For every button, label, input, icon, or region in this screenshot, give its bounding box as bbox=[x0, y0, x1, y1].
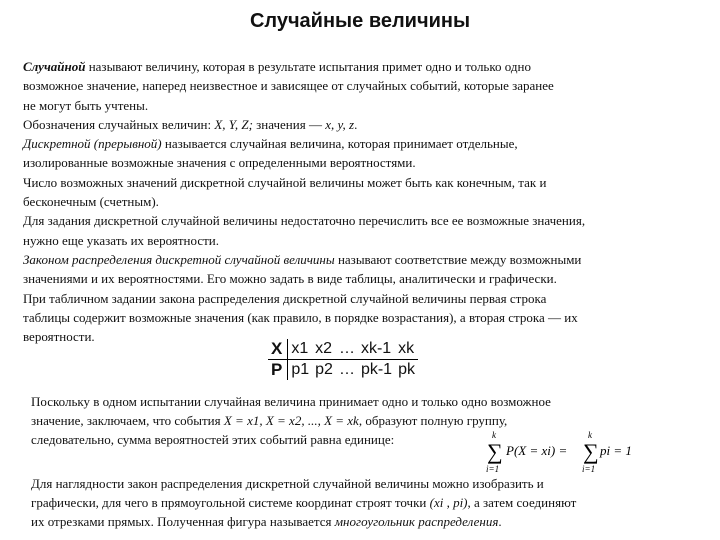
cell-text: x2 bbox=[315, 340, 333, 357]
discrete-line: изолированные возможные значения с определенными вероятностями. bbox=[23, 155, 416, 171]
term-polygon: многоугольник распределения bbox=[334, 514, 499, 529]
task-line: Для задания дискретной случайной величины недостаточно перечислить все ее возможные значения, bbox=[23, 213, 586, 229]
cell-text: x1 bbox=[291, 340, 309, 357]
notation-end: . bbox=[354, 116, 358, 132]
cell-text: … bbox=[338, 340, 355, 357]
discrete-line bbox=[23, 134, 715, 153]
definition-line: не могут быть учтены. bbox=[23, 97, 149, 113]
discrete-text: называется случайная величина, которая принимает отдельные, bbox=[161, 136, 518, 152]
definitions-block bbox=[23, 57, 715, 346]
visual-text: . bbox=[498, 514, 502, 529]
formula-rhs: pi = 1 bbox=[600, 443, 632, 458]
distribution-table bbox=[268, 339, 418, 380]
tabular-line: вероятности. bbox=[23, 329, 95, 345]
sum-lower-right: i=1 bbox=[582, 464, 596, 474]
visual-line bbox=[31, 512, 715, 531]
definition-line bbox=[23, 57, 715, 76]
law-line: значениями и их вероятностями. Его можно задать в виде таблицы, аналитически и графически. bbox=[23, 271, 557, 287]
cell-text: pk-1 bbox=[360, 361, 393, 378]
sum-lower-left: i=1 bbox=[486, 464, 500, 474]
visual-text: графически, для чего в прямоугольной системе координат строят точки bbox=[31, 495, 430, 510]
events-list: X = x1, X = x2, ..., X = xk bbox=[223, 413, 359, 428]
sigma-right: ∑ bbox=[583, 439, 599, 464]
count-line: бесконечным (счетным). bbox=[23, 194, 159, 210]
notation-mid: значения — bbox=[252, 116, 326, 132]
definition-line: возможное значение, наперед неизвестное и зависящее от случайных событий, которые заранее bbox=[23, 78, 554, 94]
table-cell bbox=[312, 360, 336, 381]
table-cell bbox=[312, 339, 336, 360]
cell-text: xk-1 bbox=[360, 340, 392, 357]
law-text: называют соответствие между возможными bbox=[334, 251, 582, 267]
formula-lhs: P(X = xi) = bbox=[506, 443, 568, 458]
table-cell bbox=[336, 339, 358, 360]
sum-formula bbox=[484, 428, 632, 474]
visual-line bbox=[31, 493, 715, 512]
notation-values: x, y, z bbox=[325, 116, 355, 132]
since-text: значение, заключаем, что события bbox=[31, 413, 224, 428]
sigma-left: ∑ bbox=[487, 439, 503, 464]
row-header-x: X bbox=[268, 339, 288, 360]
task-line: нужно еще указать их вероятности. bbox=[23, 232, 219, 248]
table-row bbox=[268, 360, 418, 381]
visual-text: их отрезками прямых. Полученная фигура называется bbox=[31, 514, 335, 529]
definition-text: называют величину, которая в результате испытания примет одно и только одно bbox=[85, 59, 531, 74]
table-cell bbox=[336, 360, 358, 381]
notation-prefix: Обозначения случайных величин: bbox=[23, 116, 215, 132]
table-cell bbox=[395, 360, 418, 381]
cell-text: … bbox=[338, 361, 355, 378]
table-cell bbox=[358, 339, 395, 360]
since-line: следовательно, сумма вероятностей этих событий равна единице: bbox=[31, 432, 395, 447]
point-notation: (xi , pi) bbox=[429, 495, 468, 510]
sum-upper-left: k bbox=[492, 430, 496, 440]
since-text: , образуют полную группу, bbox=[358, 413, 508, 428]
tabular-line: таблицы содержит возможные значения (как правило, в порядке возрастания), а вторая строка — их bbox=[23, 309, 578, 325]
tabular-line: При табличном задании закона распределения дискретной случайной величины первая строка bbox=[23, 290, 547, 306]
notation-letters: X, Y, Z; bbox=[214, 116, 253, 132]
row-header-p: P bbox=[271, 360, 283, 379]
cell-text: xk bbox=[398, 340, 415, 357]
table-cell bbox=[358, 360, 395, 381]
notation-line bbox=[23, 115, 715, 134]
term-discrete: Дискретной (прерывной) bbox=[23, 136, 162, 152]
term-random: Случайной bbox=[23, 59, 86, 74]
visual-block bbox=[31, 474, 715, 531]
sum-upper-right: k bbox=[588, 430, 592, 440]
visual-line: Для наглядности закон распределения дискретной случайной величины можно изобразить и bbox=[31, 476, 544, 491]
since-line: Поскольку в одном испытании случайная величина принимает одно и только одно возможное bbox=[31, 394, 551, 409]
page-title: Случайные величины bbox=[249, 10, 471, 32]
term-law: Законом распределения дискретной случайной величины bbox=[23, 251, 335, 267]
cell-text: p1 bbox=[291, 361, 310, 378]
visual-text: , а затем соединяют bbox=[467, 495, 577, 510]
table-cell bbox=[288, 360, 312, 381]
cell-text: p2 bbox=[315, 361, 333, 378]
table-cell bbox=[395, 339, 418, 360]
law-line bbox=[23, 250, 715, 269]
cell-text: pk bbox=[398, 361, 415, 378]
table-cell bbox=[288, 339, 312, 360]
table-row bbox=[268, 339, 418, 360]
count-line: Число возможных значений дискретной случайной величины может быть как конечным, так и bbox=[23, 174, 547, 190]
